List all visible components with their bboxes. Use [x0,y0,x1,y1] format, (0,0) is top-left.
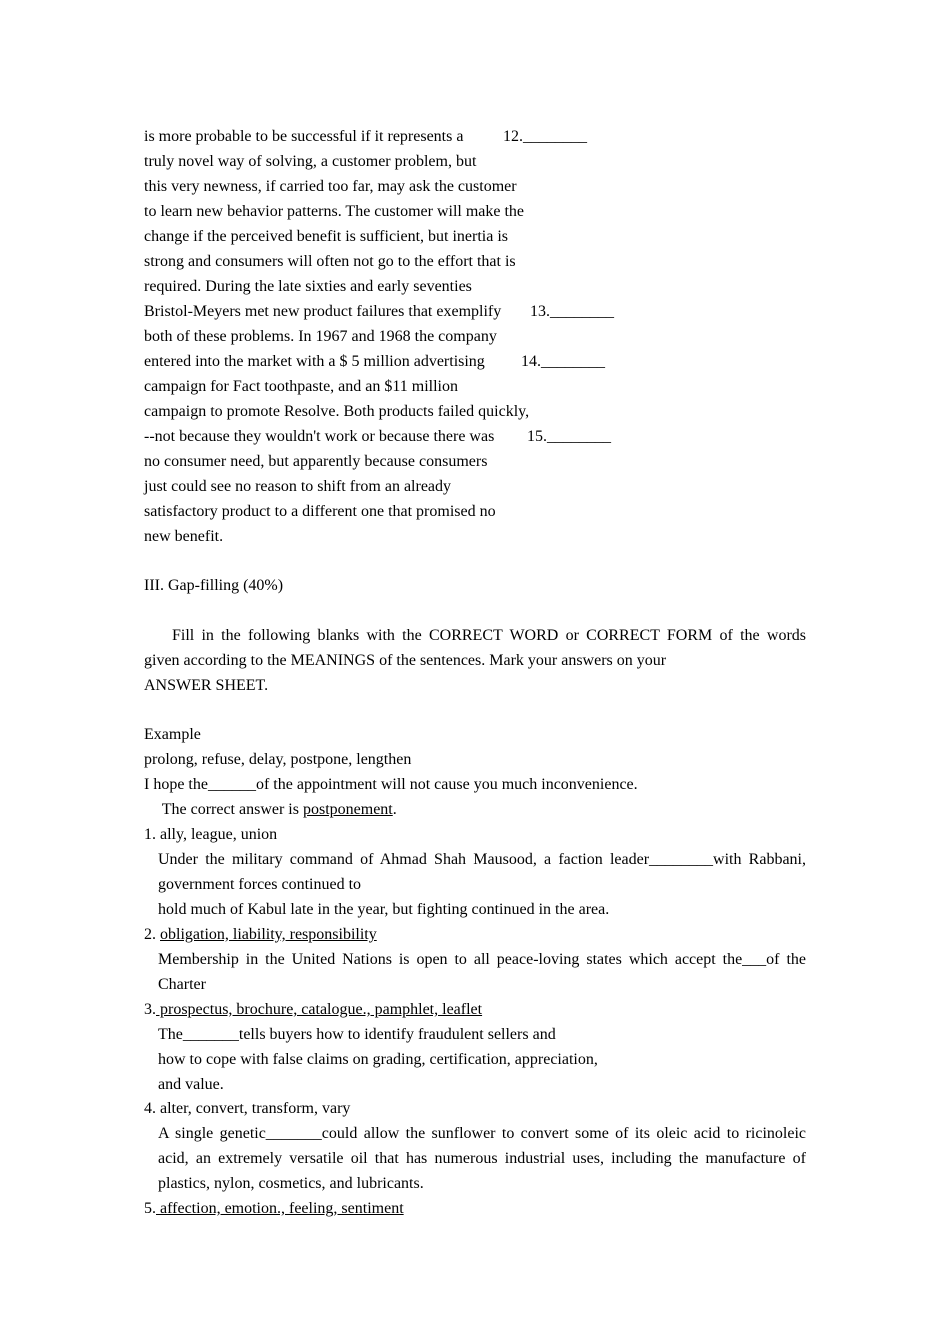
passage-line: strong and consumers will often not go to the effort that is [144,253,516,270]
passage-line: is more probable to be successful if it represents a [144,128,464,145]
passage-line: --not because they wouldn't work or because there was [144,428,495,445]
passage-line: just could see no reason to shift from an already [144,478,452,495]
word-options: affection, emotion., feeling, sentiment [156,1200,404,1217]
passage-line: campaign for Fact toothpaste, and an $11 million [144,378,458,395]
instruction-line: Fill in the following blanks with the CORRECT WORD or CORRECT FORM of the words [172,627,806,644]
example-sentence: I hope the______of the appointment will not cause you much inconvenience. [144,776,638,793]
question-line: Under the military command of Ahmad Shah Mausood, a faction leader________with Rabbani, [158,851,806,868]
question-line: plastics, nylon, cosmetics, and lubricants. [158,1175,424,1192]
answer-blank-14: 14.________ [521,353,605,370]
example-words: prolong, refuse, delay, postpone, lengthen [144,751,412,768]
example-answer-suffix: . [392,801,397,818]
passage-line: this very newness, if carried too far, may ask the customer [144,178,517,195]
passage-line: change if the perceived benefit is sufficient, but inertia is [144,228,509,245]
answer-blank-13: 13.________ [530,303,614,320]
answer-blank-12: 12.________ [503,128,587,145]
passage-line: new benefit. [144,528,224,545]
word-options: ally, league, union [160,826,278,843]
passage-line: required. During the late sixties and early seventies [144,278,472,295]
question-line: hold much of Kabul late in the year, but fighting continued in the area. [158,901,610,918]
question-3-words [144,997,482,1022]
passage-line: satisfactory product to a different one that promised no [144,503,496,520]
word-options: prospectus, brochure, catalogue., pamphlet, leaflet [156,1001,483,1018]
question-number: 1. [144,826,160,843]
instruction-line: given according to the MEANINGS of the sentences. Mark your answers on your [144,652,667,669]
question-number: 3. [144,1001,156,1018]
passage-line: Bristol-Meyers met new product failures that exemplify [144,303,502,320]
example-label: Example [144,726,201,743]
word-options: alter, convert, transform, vary [160,1100,351,1117]
answer-blank-15: 15.________ [527,428,611,445]
question-number: 2. [144,926,160,943]
word-options: obligation, liability, responsibility [160,926,377,943]
passage-line: no consumer need, but apparently because consumers [144,453,488,470]
question-line: how to cope with false claims on grading, certification, appreciation, [158,1051,598,1068]
passage-line: both of these problems. In 1967 and 1968 the company [144,328,497,345]
section-heading: III. Gap-filling (40%) [144,577,284,594]
instruction-line: ANSWER SHEET. [144,677,269,694]
passage-line: entered into the market with a $ 5 million advertising [144,353,485,370]
question-1-words [144,822,277,847]
example-answer-prefix: The correct answer is [158,801,303,818]
question-number: 5. [144,1200,156,1217]
passage-line: truly novel way of solving, a customer problem, but [144,153,477,170]
question-line: and value. [158,1076,224,1093]
question-number: 4. [144,1100,160,1117]
question-5-words [144,1196,404,1221]
example-answer-word: postponement [302,801,393,818]
question-4-words [144,1096,350,1121]
question-2-words [144,922,377,947]
question-line: The_______tells buyers how to identify fraudulent sellers and [158,1026,556,1043]
passage-line: campaign to promote Resolve. Both products failed quickly, [144,403,530,420]
question-line: A single genetic_______could allow the sunflower to convert some of its oleic acid to ricinoleic [158,1125,806,1142]
passage-line: to learn new behavior patterns. The customer will make the [144,203,525,220]
question-line: Membership in the United Nations is open to all peace-loving states which accept the___of the [158,951,806,968]
question-line: government forces continued to [158,876,362,893]
question-line: acid, an extremely versatile oil that has numerous industrial uses, including the manufacture of [158,1150,806,1167]
question-line: Charter [158,976,206,993]
example-answer [158,797,397,822]
